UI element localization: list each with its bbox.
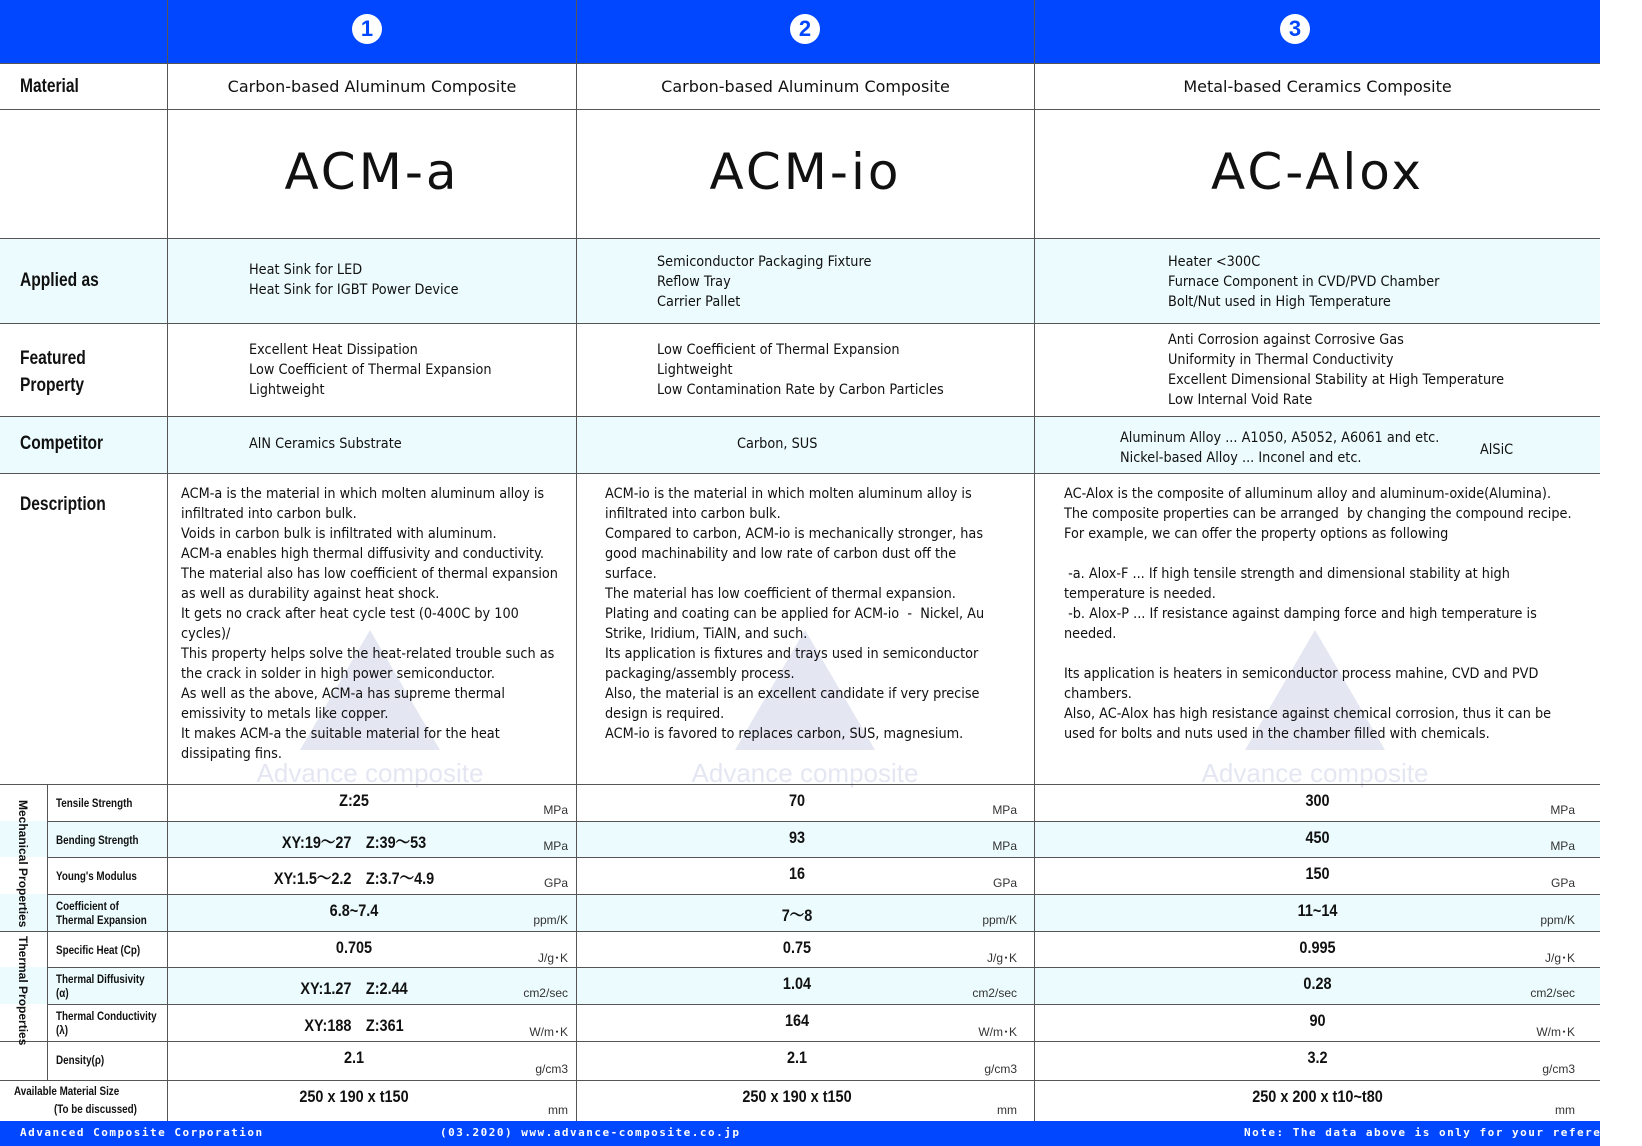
property-value: 0.705 — [335, 938, 373, 957]
property-value: 93 — [788, 828, 806, 847]
featured-text: Excellent Heat Dissipation Low Coefficient of Thermal Expansion Lightweight — [249, 342, 492, 398]
property-value: 0.995 — [1299, 938, 1336, 957]
property-unit: ppm/K — [533, 913, 568, 927]
property-value: 11~14 — [1297, 901, 1338, 920]
property-unit: GPa — [543, 876, 568, 890]
size-label-note: (To be discussed) — [54, 1102, 137, 1116]
material-type: Carbon-based Aluminum Composite — [661, 77, 950, 96]
size-label: Available Material Size — [14, 1084, 120, 1098]
property-unit: W/m･K — [978, 1025, 1017, 1039]
featured-text: Anti Corrosion against Corrosive Gas Uniformity in Thermal Conductivity Excellent Dimensional Stability at High Temperature Low Internal Void Rate — [1168, 332, 1505, 408]
property-label: Bending Strength — [56, 833, 139, 847]
description-text: AC-Alox is the composite of alluminum alloy and aluminum-oxide(Alumina). The composite properties can be arranged by changing the compound recipe. For example, we can offer the property options as following -a. Alox-F ... If high tensile strength and dimensional stability at high temperature is needed. -b. Alox-P ... If resistance against damping force and high temperature is needed. Its application is heaters in semiconductor process mahine, CVD and PVD chambers. Also, AC-Alox has high resistance against chemical corrosion, thus it can be used for bolts and nuts used in the chamber filled with chemicals. — [1064, 486, 1572, 742]
competitor-text: Carbon, SUS — [737, 436, 818, 452]
property-value: 150 — [1305, 864, 1330, 883]
material-type: Carbon-based Aluminum Composite — [227, 77, 517, 96]
property-value: 0.28 — [1303, 974, 1332, 993]
group-label-thermal: Thermal Properties — [16, 936, 30, 1046]
property-value: XY:188 Z:361 — [304, 1016, 404, 1035]
property-value: 0.75 — [782, 938, 812, 957]
property-value: 7〜8 — [781, 906, 813, 925]
group-label-mechanical: Mechanical Properties — [16, 800, 30, 928]
property-unit: cm2/sec — [523, 986, 568, 1000]
material-type: Metal-based Ceramics Composite — [1183, 77, 1452, 96]
property-unit: mm — [997, 1103, 1017, 1117]
property-value: 3.2 — [1307, 1048, 1328, 1067]
product-name: ACM-a — [284, 143, 460, 201]
property-value: 250 x 200 x t10~t80 — [1252, 1087, 1383, 1106]
product-name: ACM-io — [709, 143, 902, 201]
property-value: 90 — [1309, 1011, 1326, 1030]
competitor-text: Aluminum Alloy ... A1050, A5052, A6061 and etc. Nickel-based Alloy ... Inconel and etc. — [1120, 430, 1440, 466]
property-unit: MPa — [992, 803, 1017, 817]
applied-text: Semiconductor Packaging Fixture Reflow Tray Carrier Pallet — [657, 254, 872, 310]
property-unit: J/g･K — [537, 951, 568, 965]
product-name: AC-Alox — [1211, 143, 1424, 201]
property-unit: MPa — [543, 839, 568, 853]
footer-note: Note: The data above is only for your reference.) — [1244, 1126, 1642, 1139]
property-label: Thermal Conductivity (λ) — [56, 1009, 157, 1037]
property-unit: MPa — [1550, 839, 1575, 853]
row-label-material: Material — [20, 76, 79, 97]
column-number-badge: 2 — [790, 14, 820, 44]
property-value: 2.1 — [343, 1048, 365, 1067]
property-value: 300 — [1305, 791, 1330, 810]
property-unit: g/cm3 — [1542, 1062, 1575, 1076]
column-number-badge: 3 — [1280, 14, 1310, 44]
property-label: Tensile Strength — [56, 796, 133, 810]
property-unit: W/m･K — [529, 1025, 568, 1039]
row-label-competitor: Competitor — [20, 433, 104, 454]
property-value: 2.1 — [786, 1048, 808, 1067]
property-value: 250 x 190 x t150 — [299, 1087, 409, 1106]
row-label-applied: Applied as — [20, 270, 99, 291]
property-unit: mm — [548, 1103, 568, 1117]
applied-text: Heat Sink for LED Heat Sink for IGBT Power Device — [249, 262, 459, 298]
property-unit: J/g･K — [986, 951, 1017, 965]
property-unit: MPa — [543, 803, 568, 817]
property-value: 164 — [784, 1011, 810, 1030]
property-unit: mm — [1555, 1103, 1575, 1117]
applied-text: Heater <300C Furnace Component in CVD/PVD Chamber Bolt/Nut used in High Temperature — [1168, 254, 1440, 310]
watermark-logo: Advance composite — [675, 630, 935, 790]
property-unit: ppm/K — [982, 913, 1017, 927]
competitor-extra: AlSiC — [1480, 442, 1514, 458]
property-value: XY:19～27 Z:39～53 — [281, 833, 427, 852]
property-value: 6.8~7.4 — [329, 901, 379, 920]
property-value: 250 x 190 x t150 — [742, 1087, 852, 1106]
property-label: Specific Heat (Cp) — [56, 943, 141, 957]
property-label: Young's Modulus — [56, 869, 137, 883]
property-value: 16 — [788, 864, 806, 883]
property-unit: J/g･K — [1544, 951, 1575, 965]
column-number-badge: 1 — [352, 14, 382, 44]
property-value: 70 — [788, 791, 806, 810]
property-value: 450 — [1305, 828, 1330, 847]
footer-website: (03.2020) www.advance-composite.co.jp — [440, 1126, 741, 1139]
property-value: XY:1.27 Z:2.44 — [300, 979, 408, 998]
property-value: Z:25 — [339, 791, 369, 810]
property-label: Coefficient of Thermal Expansion — [56, 899, 147, 927]
property-value: 1.04 — [782, 974, 812, 993]
description-text: ACM-a is the material in which molten aluminum alloy is infiltrated into carbon bulk. Voids in carbon bulk is infiltrated with aluminum. ACM-a enables high thermal diffusivity and conductivity. The material also has low coefficient of thermal expansion as well as durability against heat shock. It gets no crack after heat cycle test (0-400C by 100 cycles)/ This property helps solve the heat-related trouble such as the crack in solder in high power semiconductor. As well as the above, ACM-a has supreme thermal emissivity to metals like copper. It makes ACM-a the suitable material for the heat dissipating fins. — [181, 486, 558, 762]
property-unit: cm2/sec — [1530, 986, 1575, 1000]
property-unit: cm2/sec — [972, 986, 1017, 1000]
row-label-description: Description — [20, 494, 106, 515]
property-value: XY:1.5～2.2 Z:3.7～4.9 — [273, 869, 435, 888]
property-label: Thermal Diffusivity (α) — [56, 972, 145, 1000]
featured-text: Low Coefficient of Thermal Expansion Lightweight Low Contamination Rate by Carbon Particles — [657, 342, 944, 398]
property-unit: W/m･K — [1536, 1025, 1575, 1039]
row-label-featured: Featured Property — [20, 348, 86, 396]
competitor-text: AlN Ceramics Substrate — [249, 436, 402, 452]
property-unit: GPa — [992, 876, 1017, 890]
description-text: ACM-io is the material in which molten aluminum alloy is infiltrated into carbon bulk. Compared to carbon, ACM-io is mechanically stronger, has good machinability and low rate of carbon dust off the surface. The material has low coefficient of thermal expansion. Plating and coating can be applied for ACM-io - Nickel, Au Strike, Iridium, TiAlN, and such. Its application is fixtures and trays used in semiconductor packaging/assembly process. Also, the material is an excellent candidate if very precise design is required. ACM-io is favored to replaces carbon, SUS, magnesium. — [605, 486, 985, 742]
property-unit: MPa — [1550, 803, 1575, 817]
property-unit: GPa — [1550, 876, 1575, 890]
property-unit: ppm/K — [1540, 913, 1575, 927]
watermark-logo: Advance composite — [1185, 630, 1445, 790]
property-unit: MPa — [992, 839, 1017, 853]
property-unit: g/cm3 — [535, 1062, 568, 1076]
property-label: Density(ρ) — [56, 1053, 105, 1067]
watermark-logo: Advance composite — [240, 630, 500, 790]
footer-company: Advanced Composite Corporation — [20, 1126, 264, 1139]
property-unit: g/cm3 — [984, 1062, 1017, 1076]
